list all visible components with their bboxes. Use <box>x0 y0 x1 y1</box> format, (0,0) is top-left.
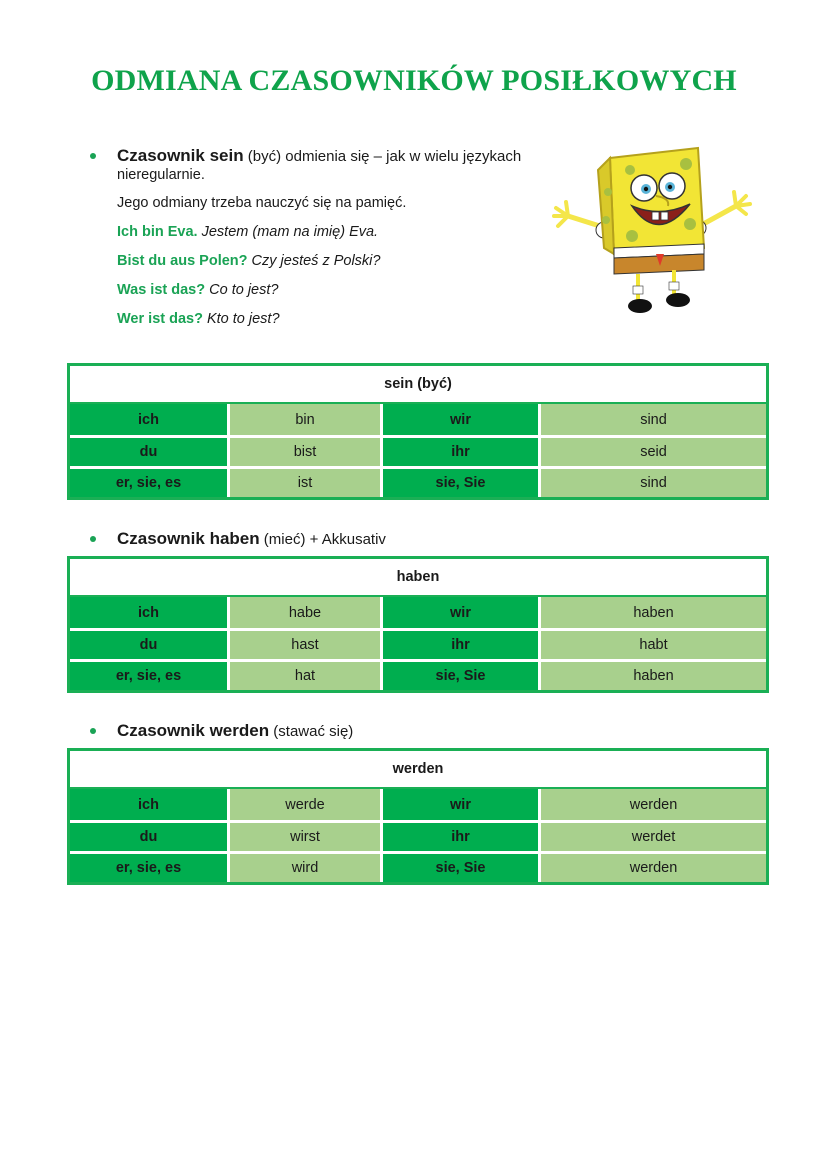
verb-description: (stawać się) <box>269 723 354 740</box>
bullet-dot-icon <box>90 536 96 542</box>
conjugation-table-sein <box>67 363 769 500</box>
pronoun-cell: sie, Sie <box>383 469 538 497</box>
pronoun-cell: er, sie, es <box>70 469 227 497</box>
pronoun-cell: du <box>70 631 227 659</box>
pronoun-cell: du <box>70 438 227 466</box>
verb-form-cell: werden <box>538 854 766 882</box>
verb-form-cell: werden <box>538 789 766 820</box>
intro-text: Jego odmiany trzeba nauczyć się na pamięć. <box>117 195 407 211</box>
pronoun-cell: ich <box>70 404 227 435</box>
polish-translation: Czy jesteś z Polski? <box>247 253 381 269</box>
example-sentence <box>117 222 378 242</box>
german-sentence: Wer ist das? <box>117 311 203 327</box>
verb-form-cell: haben <box>538 597 766 628</box>
bullet-continuation: nieregularnie. <box>117 167 205 183</box>
table-row <box>70 435 766 466</box>
page-title: ODMIANA CZASOWNIKÓW POSIŁKOWYCH <box>91 64 737 97</box>
table-header: haben <box>70 559 766 597</box>
verb-form-cell: werde <box>227 789 383 820</box>
pronoun-cell: ihr <box>383 631 538 659</box>
verb-form-cell: sind <box>538 404 766 435</box>
verb-form-cell: habe <box>227 597 383 628</box>
german-sentence: Bist du aus Polen? <box>117 253 248 269</box>
pronoun-cell: du <box>70 823 227 851</box>
pronoun-cell: ich <box>70 789 227 820</box>
pronoun-cell: sie, Sie <box>383 662 538 690</box>
bullet-text <box>117 528 386 550</box>
german-sentence: Ich bin Eva. <box>117 224 198 240</box>
pronoun-cell: sie, Sie <box>383 854 538 882</box>
verb-form-cell: werdet <box>538 823 766 851</box>
bullet-dot-icon <box>90 153 96 159</box>
example-sentence <box>117 309 280 329</box>
table-row <box>70 404 766 435</box>
table-row <box>70 820 766 851</box>
polish-translation: Kto to jest? <box>202 311 280 327</box>
table-row <box>70 597 766 628</box>
bullet-text <box>117 720 353 742</box>
german-sentence: Was ist das? <box>117 282 206 298</box>
bullet-dot-icon <box>90 728 96 734</box>
verb-form-cell: seid <box>538 438 766 466</box>
table-row <box>70 851 766 882</box>
table-header: sein (być) <box>70 366 766 404</box>
pronoun-cell: ihr <box>383 438 538 466</box>
polish-translation: Jestem (mam na imię) Eva. <box>197 224 379 240</box>
verb-heading: Czasownik sein <box>117 146 244 165</box>
verb-form-cell: bist <box>227 438 383 466</box>
pronoun-cell: wir <box>383 404 538 435</box>
verb-form-cell: wirst <box>227 823 383 851</box>
verb-form-cell: bin <box>227 404 383 435</box>
pronoun-cell: wir <box>383 597 538 628</box>
verb-heading: Czasownik haben <box>117 529 260 548</box>
spongebob-illustration-icon <box>548 140 758 320</box>
verb-form-cell: hat <box>227 662 383 690</box>
polish-translation: Co to jest? <box>205 282 279 298</box>
table-row <box>70 659 766 690</box>
conjugation-table-werden <box>67 748 769 885</box>
table-row <box>70 789 766 820</box>
verb-description: (być) odmienia się – jak w wielu językach <box>243 148 522 165</box>
verb-form-cell: hast <box>227 631 383 659</box>
example-sentence <box>117 251 380 271</box>
conjugation-table-haben <box>67 556 769 693</box>
pronoun-cell: ich <box>70 597 227 628</box>
example-sentence <box>117 280 278 300</box>
pronoun-cell: ihr <box>383 823 538 851</box>
pronoun-cell: er, sie, es <box>70 854 227 882</box>
verb-heading: Czasownik werden <box>117 721 270 740</box>
table-row <box>70 628 766 659</box>
verb-description: (mieć) + Akkusativ <box>259 531 386 548</box>
pronoun-cell: wir <box>383 789 538 820</box>
bullet-text <box>117 145 521 167</box>
verb-form-cell: sind <box>538 469 766 497</box>
table-header: werden <box>70 751 766 789</box>
table-row <box>70 466 766 497</box>
verb-form-cell: haben <box>538 662 766 690</box>
verb-form-cell: wird <box>227 854 383 882</box>
verb-form-cell: ist <box>227 469 383 497</box>
verb-form-cell: habt <box>538 631 766 659</box>
pronoun-cell: er, sie, es <box>70 662 227 690</box>
